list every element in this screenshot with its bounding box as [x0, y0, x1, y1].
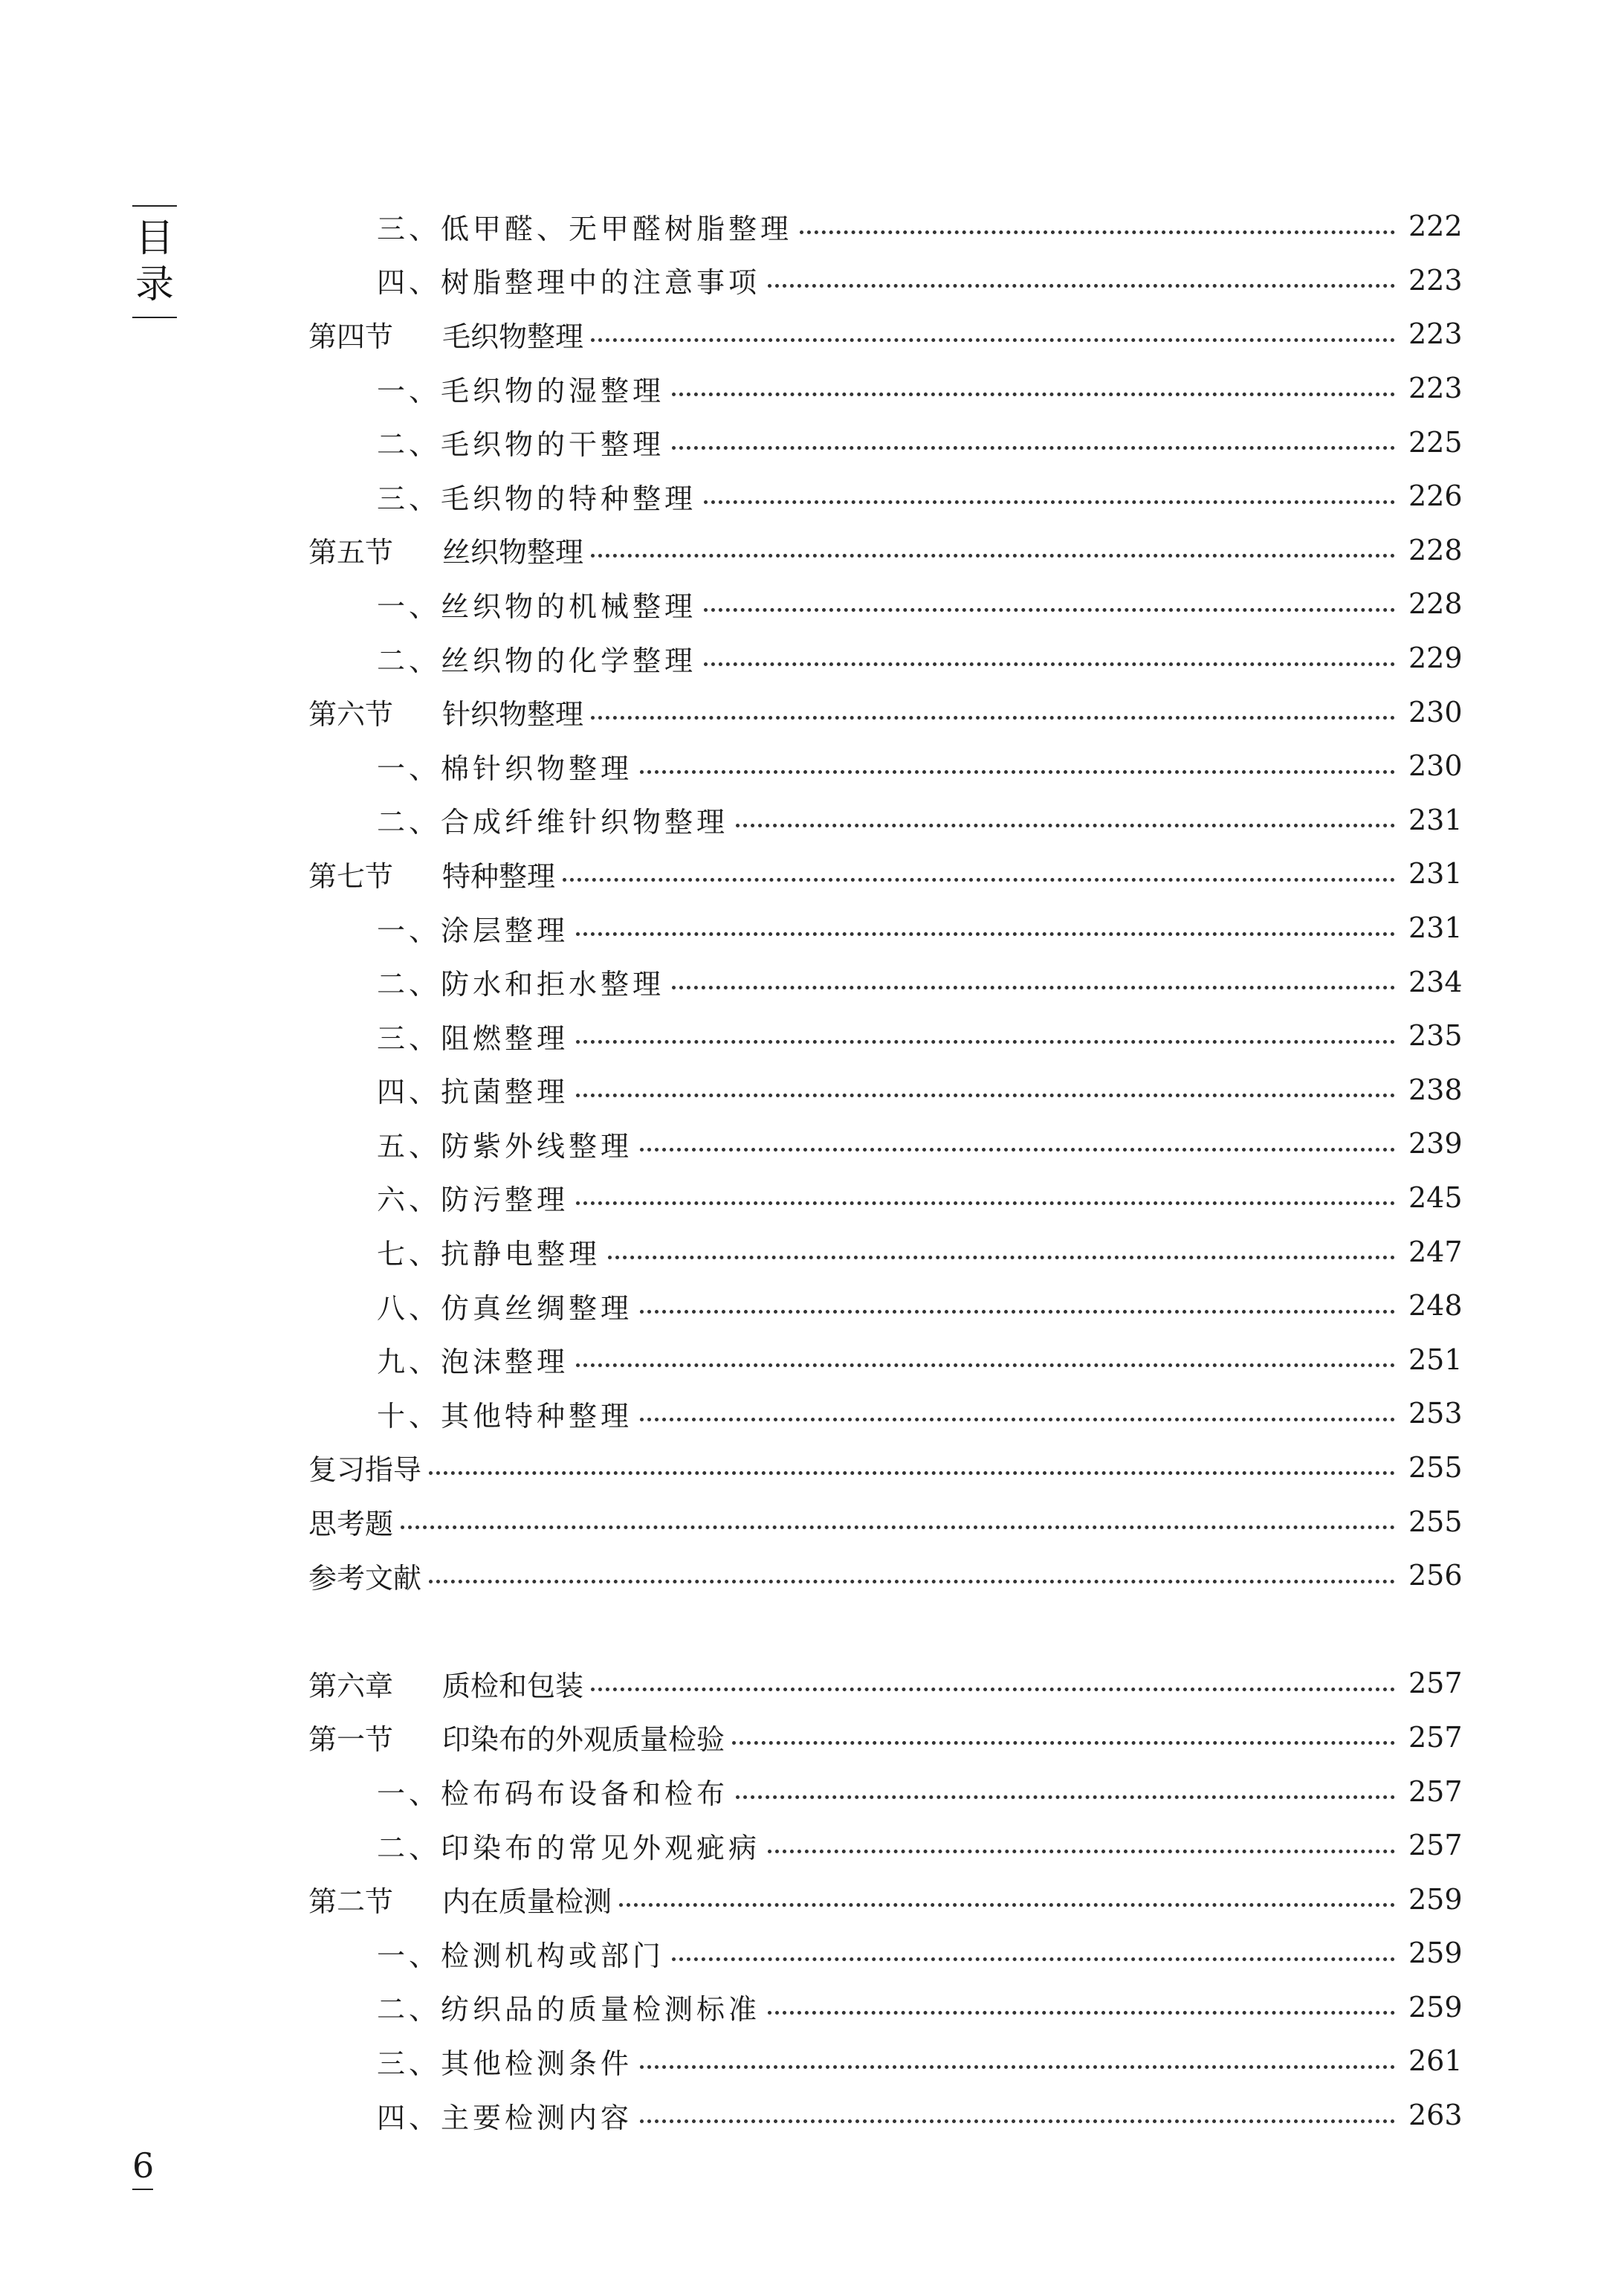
- table-of-contents: [308, 199, 1463, 2142]
- toc-entry: [308, 847, 1463, 901]
- toc-entry: [308, 254, 1463, 308]
- toc-entry: [308, 631, 1463, 685]
- toc-entry-label: [377, 259, 760, 300]
- toc-entry-page: 223: [1408, 317, 1463, 351]
- toc-entry-label: [377, 1177, 569, 1218]
- toc-entry-label: [308, 314, 583, 355]
- toc-entry-label: [377, 1339, 569, 1380]
- toc-dot-leader: [591, 338, 1395, 342]
- toc-entry-page: 255: [1408, 1450, 1463, 1484]
- toc-entry: [308, 199, 1463, 254]
- toc-entry: [308, 1441, 1463, 1495]
- toc-entry-label: [308, 691, 583, 732]
- toc-dot-leader: [591, 1688, 1395, 1691]
- toc-entry: [308, 577, 1463, 631]
- toc-dot-leader: [640, 1310, 1395, 1314]
- toc-entry: [308, 2034, 1463, 2088]
- toc-dot-leader: [640, 2065, 1395, 2069]
- toc-entry-page: 247: [1408, 1235, 1463, 1268]
- toc-entry: [308, 469, 1463, 523]
- toc-entry: [308, 955, 1463, 1009]
- toc-entry-title: 二、合成纤维针织物整理: [377, 806, 729, 839]
- side-header-top-rule: [132, 205, 177, 207]
- toc-entry-page: 259: [1408, 1990, 1463, 2024]
- toc-entry-label: [377, 2095, 633, 2136]
- toc-entry-page: 230: [1408, 695, 1463, 729]
- toc-entry-page: 257: [1408, 1829, 1463, 1862]
- toc-entry-page: 259: [1408, 1937, 1463, 1970]
- toc-entry: [308, 415, 1463, 469]
- toc-entry-title: 印染布的外观质量检验: [442, 1723, 725, 1757]
- toc-dot-leader: [576, 1201, 1395, 1205]
- toc-entry: [308, 1063, 1463, 1117]
- toc-dot-leader: [704, 608, 1395, 612]
- toc-dot-leader: [608, 1256, 1395, 1259]
- page-footer: [132, 2145, 154, 2190]
- toc-entry-page: 256: [1408, 1559, 1463, 1592]
- toc-entry: [308, 1711, 1463, 1765]
- toc-entry: [308, 1224, 1463, 1279]
- toc-entry-page: 245: [1408, 1181, 1463, 1214]
- toc-entry-title: 八、仿真丝绸整理: [377, 1291, 633, 1325]
- toc-gap: [308, 1602, 1460, 1656]
- side-header: [132, 205, 177, 318]
- toc-entry-page: 263: [1408, 2099, 1463, 2132]
- toc-entry-label: [308, 1717, 725, 1757]
- toc-entry-label: [377, 1231, 601, 1272]
- toc-entry-title: 参考文献: [308, 1561, 422, 1595]
- toc-entry-label: [308, 853, 555, 894]
- toc-part-1: [308, 199, 1463, 1602]
- toc-dot-leader: [640, 1418, 1395, 1421]
- toc-entry-title: 内在质量检测: [442, 1885, 612, 1919]
- side-header-bottom-rule: [132, 317, 177, 318]
- toc-dot-leader: [768, 284, 1395, 288]
- toc-entry: [308, 307, 1463, 361]
- toc-entry-title: 二、丝织物的化学整理: [377, 644, 697, 677]
- toc-entry: [308, 1279, 1463, 1333]
- toc-dot-leader: [563, 878, 1395, 882]
- toc-entry-label: [377, 1069, 569, 1110]
- toc-entry: [308, 1386, 1463, 1441]
- toc-entry: [308, 1656, 1463, 1711]
- toc-entry-page: 223: [1408, 263, 1463, 297]
- toc-entry-label: [377, 422, 664, 462]
- toc-entry: [308, 1549, 1463, 1603]
- toc-dot-leader: [768, 1850, 1395, 1853]
- toc-entry-number: 第五节: [308, 536, 394, 569]
- toc-entry-title: 四、主要检测内容: [377, 2101, 633, 2134]
- toc-entry-title: 一、涂层整理: [377, 914, 569, 947]
- toc-entry-title: 复习指导: [308, 1453, 422, 1487]
- toc-dot-leader: [768, 2011, 1395, 2015]
- side-title: 目录: [135, 216, 174, 307]
- toc-dot-leader: [640, 2119, 1395, 2123]
- toc-entry-label: [377, 1825, 760, 1866]
- toc-entry-title: 二、防水和拒水整理: [377, 968, 665, 1001]
- toc-entry: [308, 1009, 1463, 1063]
- toc-dot-leader: [591, 716, 1395, 720]
- toc-entry: [308, 1980, 1463, 2035]
- toc-entry: [308, 361, 1463, 416]
- toc-entry-title: 二、印染布的常见外观疵病: [377, 1831, 761, 1864]
- toc-entry-label: [308, 1501, 393, 1542]
- toc-entry-label: [377, 1015, 569, 1056]
- toc-entry-title: 思考题: [308, 1508, 394, 1541]
- toc-entry-label: [377, 368, 664, 409]
- toc-dot-leader: [576, 1040, 1395, 1044]
- toc-dot-leader: [640, 770, 1395, 774]
- toc-entry-number: 第六章: [308, 1669, 394, 1702]
- toc-entry-title: 三、毛织物的特种整理: [377, 482, 697, 515]
- toc-entry-title: 三、阻燃整理: [377, 1021, 569, 1055]
- toc-entry-label: [377, 961, 664, 1002]
- toc-entry-title: 四、抗菌整理: [377, 1076, 569, 1109]
- toc-dot-leader: [736, 824, 1395, 827]
- toc-entry: [308, 901, 1463, 955]
- toc-entry-title: 二、毛织物的干整理: [377, 428, 665, 462]
- toc-entry-page: 225: [1408, 425, 1463, 459]
- toc-entry-page: 257: [1408, 1720, 1463, 1754]
- toc-entry-page: 239: [1408, 1127, 1463, 1160]
- page-number: 6: [132, 2145, 155, 2186]
- toc-entry-title: 五、防紫外线整理: [377, 1129, 633, 1163]
- toc-entry-label: [308, 1879, 612, 1919]
- toc-entry-page: 234: [1408, 965, 1463, 998]
- toc-entry-page: 231: [1408, 857, 1463, 891]
- toc-entry-page: 228: [1408, 587, 1463, 621]
- toc-entry-label: [377, 1771, 728, 1812]
- toc-entry-label: [377, 638, 696, 679]
- toc-entry-title: 十、其他特种整理: [377, 1399, 633, 1433]
- toc-entry-title: 一、毛织物的湿整理: [377, 374, 665, 407]
- toc-entry-label: [308, 1663, 583, 1704]
- toc-entry-label: [377, 746, 633, 787]
- toc-entry: [308, 1332, 1463, 1386]
- toc-entry-label: [377, 1393, 633, 1434]
- toc-entry-label: [377, 476, 696, 517]
- toc-entry-title: 四、树脂整理中的注意事项: [377, 266, 761, 300]
- toc-entry: [308, 1818, 1463, 1873]
- toc-dot-leader: [429, 1471, 1395, 1475]
- toc-dot-leader: [591, 554, 1395, 558]
- toc-entry-title: 三、其他检测条件: [377, 2047, 633, 2080]
- toc-entry-title: 二、纺织品的质量检测标准: [377, 1993, 761, 2027]
- toc-entry-label: [377, 799, 728, 840]
- toc-entry-page: 238: [1408, 1073, 1463, 1106]
- toc-entry-page: 226: [1408, 479, 1463, 513]
- toc-dot-leader: [672, 393, 1395, 396]
- toc-entry-page: 257: [1408, 1667, 1463, 1700]
- toc-entry-number: 第二节: [308, 1885, 394, 1919]
- toc-entry-page: 229: [1408, 642, 1463, 675]
- toc-entry-page: 223: [1408, 372, 1463, 405]
- toc-dot-leader: [672, 986, 1395, 989]
- toc-entry: [308, 1117, 1463, 1171]
- toc-entry-page: 231: [1408, 911, 1463, 945]
- toc-entry-page: 261: [1408, 2044, 1463, 2078]
- toc-entry-label: [377, 1986, 760, 2027]
- toc-entry-number: 第六节: [308, 698, 394, 732]
- toc-entry-title: 七、抗静电整理: [377, 1238, 601, 1271]
- toc-dot-leader: [619, 1903, 1395, 1907]
- toc-entry-label: [308, 1447, 421, 1488]
- toc-dot-leader: [576, 932, 1395, 936]
- toc-entry: [308, 1926, 1463, 1980]
- toc-entry: [308, 2088, 1463, 2142]
- toc-part-2: [308, 1656, 1463, 2142]
- toc-entry: [308, 1171, 1463, 1225]
- toc-dot-leader: [672, 446, 1395, 450]
- toc-entry-title: 一、棉针织物整理: [377, 752, 633, 785]
- toc-entry-label: [377, 206, 792, 247]
- toc-entry-label: [377, 1285, 633, 1326]
- toc-entry-label: [308, 529, 583, 570]
- toc-entry-page: 222: [1408, 210, 1463, 243]
- toc-entry: [308, 1764, 1463, 1818]
- toc-dot-leader: [576, 1363, 1395, 1367]
- toc-entry-page: 257: [1408, 1775, 1463, 1808]
- toc-entry: [308, 523, 1463, 578]
- toc-entry-label: [377, 908, 569, 949]
- toc-entry: [308, 1494, 1463, 1549]
- toc-entry-page: 255: [1408, 1505, 1463, 1538]
- toc-entry: [308, 685, 1463, 739]
- toc-entry-title: 一、检测机构或部门: [377, 1939, 665, 1972]
- toc-entry-page: 253: [1408, 1397, 1463, 1430]
- toc-entry-label: [308, 1555, 421, 1596]
- toc-entry: [308, 793, 1463, 847]
- toc-entry-number: 第七节: [308, 859, 394, 893]
- toc-dot-leader: [736, 1795, 1395, 1799]
- toc-entry-title: 六、防污整理: [377, 1184, 569, 1217]
- toc-entry-label: [377, 2041, 633, 2082]
- toc-entry-page: 230: [1408, 749, 1463, 783]
- toc-entry-page: 228: [1408, 533, 1463, 566]
- toc-entry-page: 235: [1408, 1019, 1463, 1053]
- toc-entry-number: 第一节: [308, 1723, 394, 1757]
- toc-entry-page: 248: [1408, 1289, 1463, 1323]
- toc-dot-leader: [704, 500, 1395, 504]
- toc-entry-label: [377, 1123, 633, 1164]
- toc-dot-leader: [672, 1957, 1395, 1961]
- toc-entry-title: 毛织物整理: [442, 320, 584, 353]
- toc-entry-page: 251: [1408, 1343, 1463, 1376]
- toc-entry: [308, 1872, 1463, 1926]
- toc-dot-leader: [704, 662, 1395, 666]
- toc-entry-label: [377, 1933, 664, 1974]
- page-number-rule: [132, 2189, 153, 2190]
- toc-entry-title: 质检和包装: [442, 1669, 584, 1702]
- toc-entry: [308, 739, 1463, 793]
- toc-entry-title: 一、检布码布设备和检布: [377, 1777, 729, 1811]
- toc-entry-title: 一、丝织物的机械整理: [377, 590, 697, 623]
- toc-dot-leader: [576, 1094, 1395, 1097]
- toc-entry-title: 针织物整理: [442, 698, 584, 732]
- toc-dot-leader: [401, 1525, 1395, 1529]
- toc-dot-leader: [640, 1148, 1395, 1152]
- toc-entry-title: 丝织物整理: [442, 536, 584, 569]
- toc-entry-page: 259: [1408, 1882, 1463, 1916]
- toc-dot-leader: [429, 1580, 1395, 1583]
- toc-entry-title: 九、泡沫整理: [377, 1346, 569, 1379]
- toc-entry-title: 三、低甲醛、无甲醛树脂整理: [377, 212, 793, 245]
- toc-dot-leader: [732, 1741, 1395, 1745]
- toc-entry-page: 231: [1408, 803, 1463, 836]
- toc-entry-label: [377, 584, 696, 624]
- toc-dot-leader: [800, 230, 1395, 234]
- toc-entry-number: 第四节: [308, 320, 394, 353]
- toc-entry-title: 特种整理: [442, 859, 556, 893]
